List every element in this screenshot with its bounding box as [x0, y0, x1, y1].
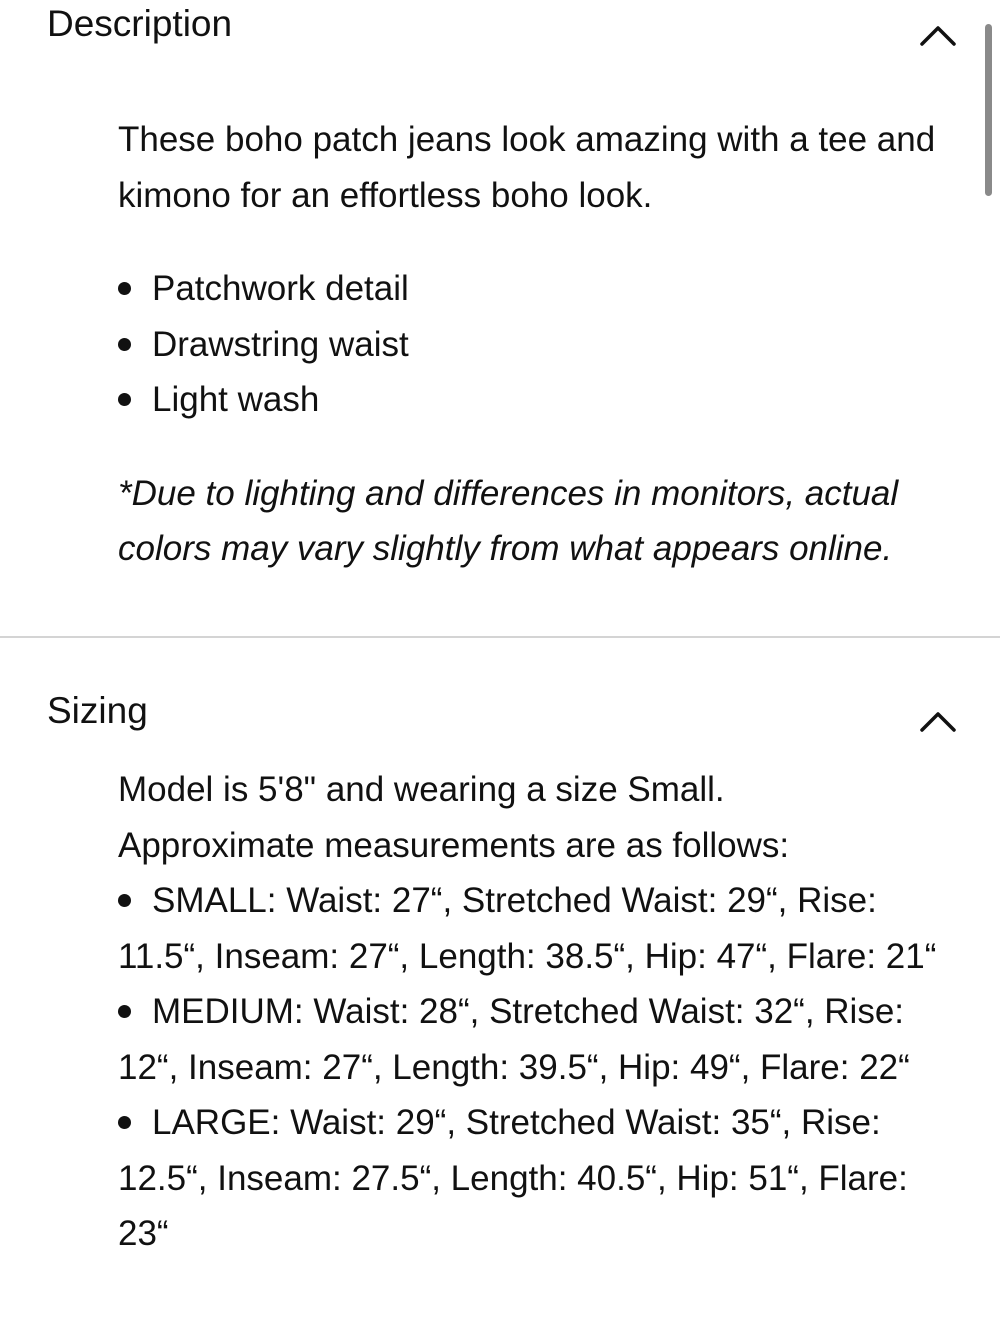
- measurements-intro: Approximate measurements are as follows:: [118, 825, 790, 865]
- list-item: Patchwork detail: [118, 261, 968, 317]
- sizing-header[interactable]: [0, 680, 1000, 740]
- bullet-icon: [118, 338, 131, 351]
- size-small: SMALL: Waist: 27“, Stretched Waist: 29“, Rise: 11.5“, Inseam: 27“, Length: 38.5“, Hip: 47“, Flare: 21“: [118, 881, 937, 976]
- bullet-icon: [118, 894, 131, 907]
- sizing-content: [118, 762, 968, 1262]
- list-item: Light wash: [118, 372, 968, 428]
- size-large: LARGE: Waist: 29“, Stretched Waist: 35“, Rise: 12.5“, Inseam: 27.5“, Length: 40.5“, Hip: 51“, Flare: 23“: [118, 1103, 908, 1253]
- description-body: These boho patch jeans look amazing with a tee and kimono for an effortless boho look.: [118, 120, 936, 215]
- sizing-title: Sizing: [47, 690, 148, 731]
- color-disclaimer: *Due to lighting and differences in monitors, actual colors may vary slightly from what appears online.: [118, 473, 899, 568]
- description-title: Description: [47, 3, 233, 44]
- bullet-icon: [118, 1116, 131, 1129]
- bullet-icon: [118, 282, 131, 295]
- bullet-icon: [118, 393, 131, 406]
- chevron-up-icon[interactable]: [918, 20, 958, 48]
- section-divider: [0, 636, 1000, 638]
- size-medium: MEDIUM: Waist: 28“, Stretched Waist: 32“, Rise: 12“, Inseam: 27“, Length: 39.5“, Hip: 49“, Flare: 22“: [118, 992, 910, 1087]
- description-content: [118, 112, 968, 577]
- list-item: Drawstring waist: [118, 317, 968, 373]
- description-header[interactable]: [0, 0, 1000, 60]
- bullet-icon: [118, 1005, 131, 1018]
- chevron-up-icon[interactable]: [918, 706, 958, 734]
- feature-list: [118, 261, 968, 428]
- scrollbar-thumb[interactable]: [985, 24, 992, 196]
- model-info: Model is 5'8" and wearing a size Small.: [118, 770, 725, 809]
